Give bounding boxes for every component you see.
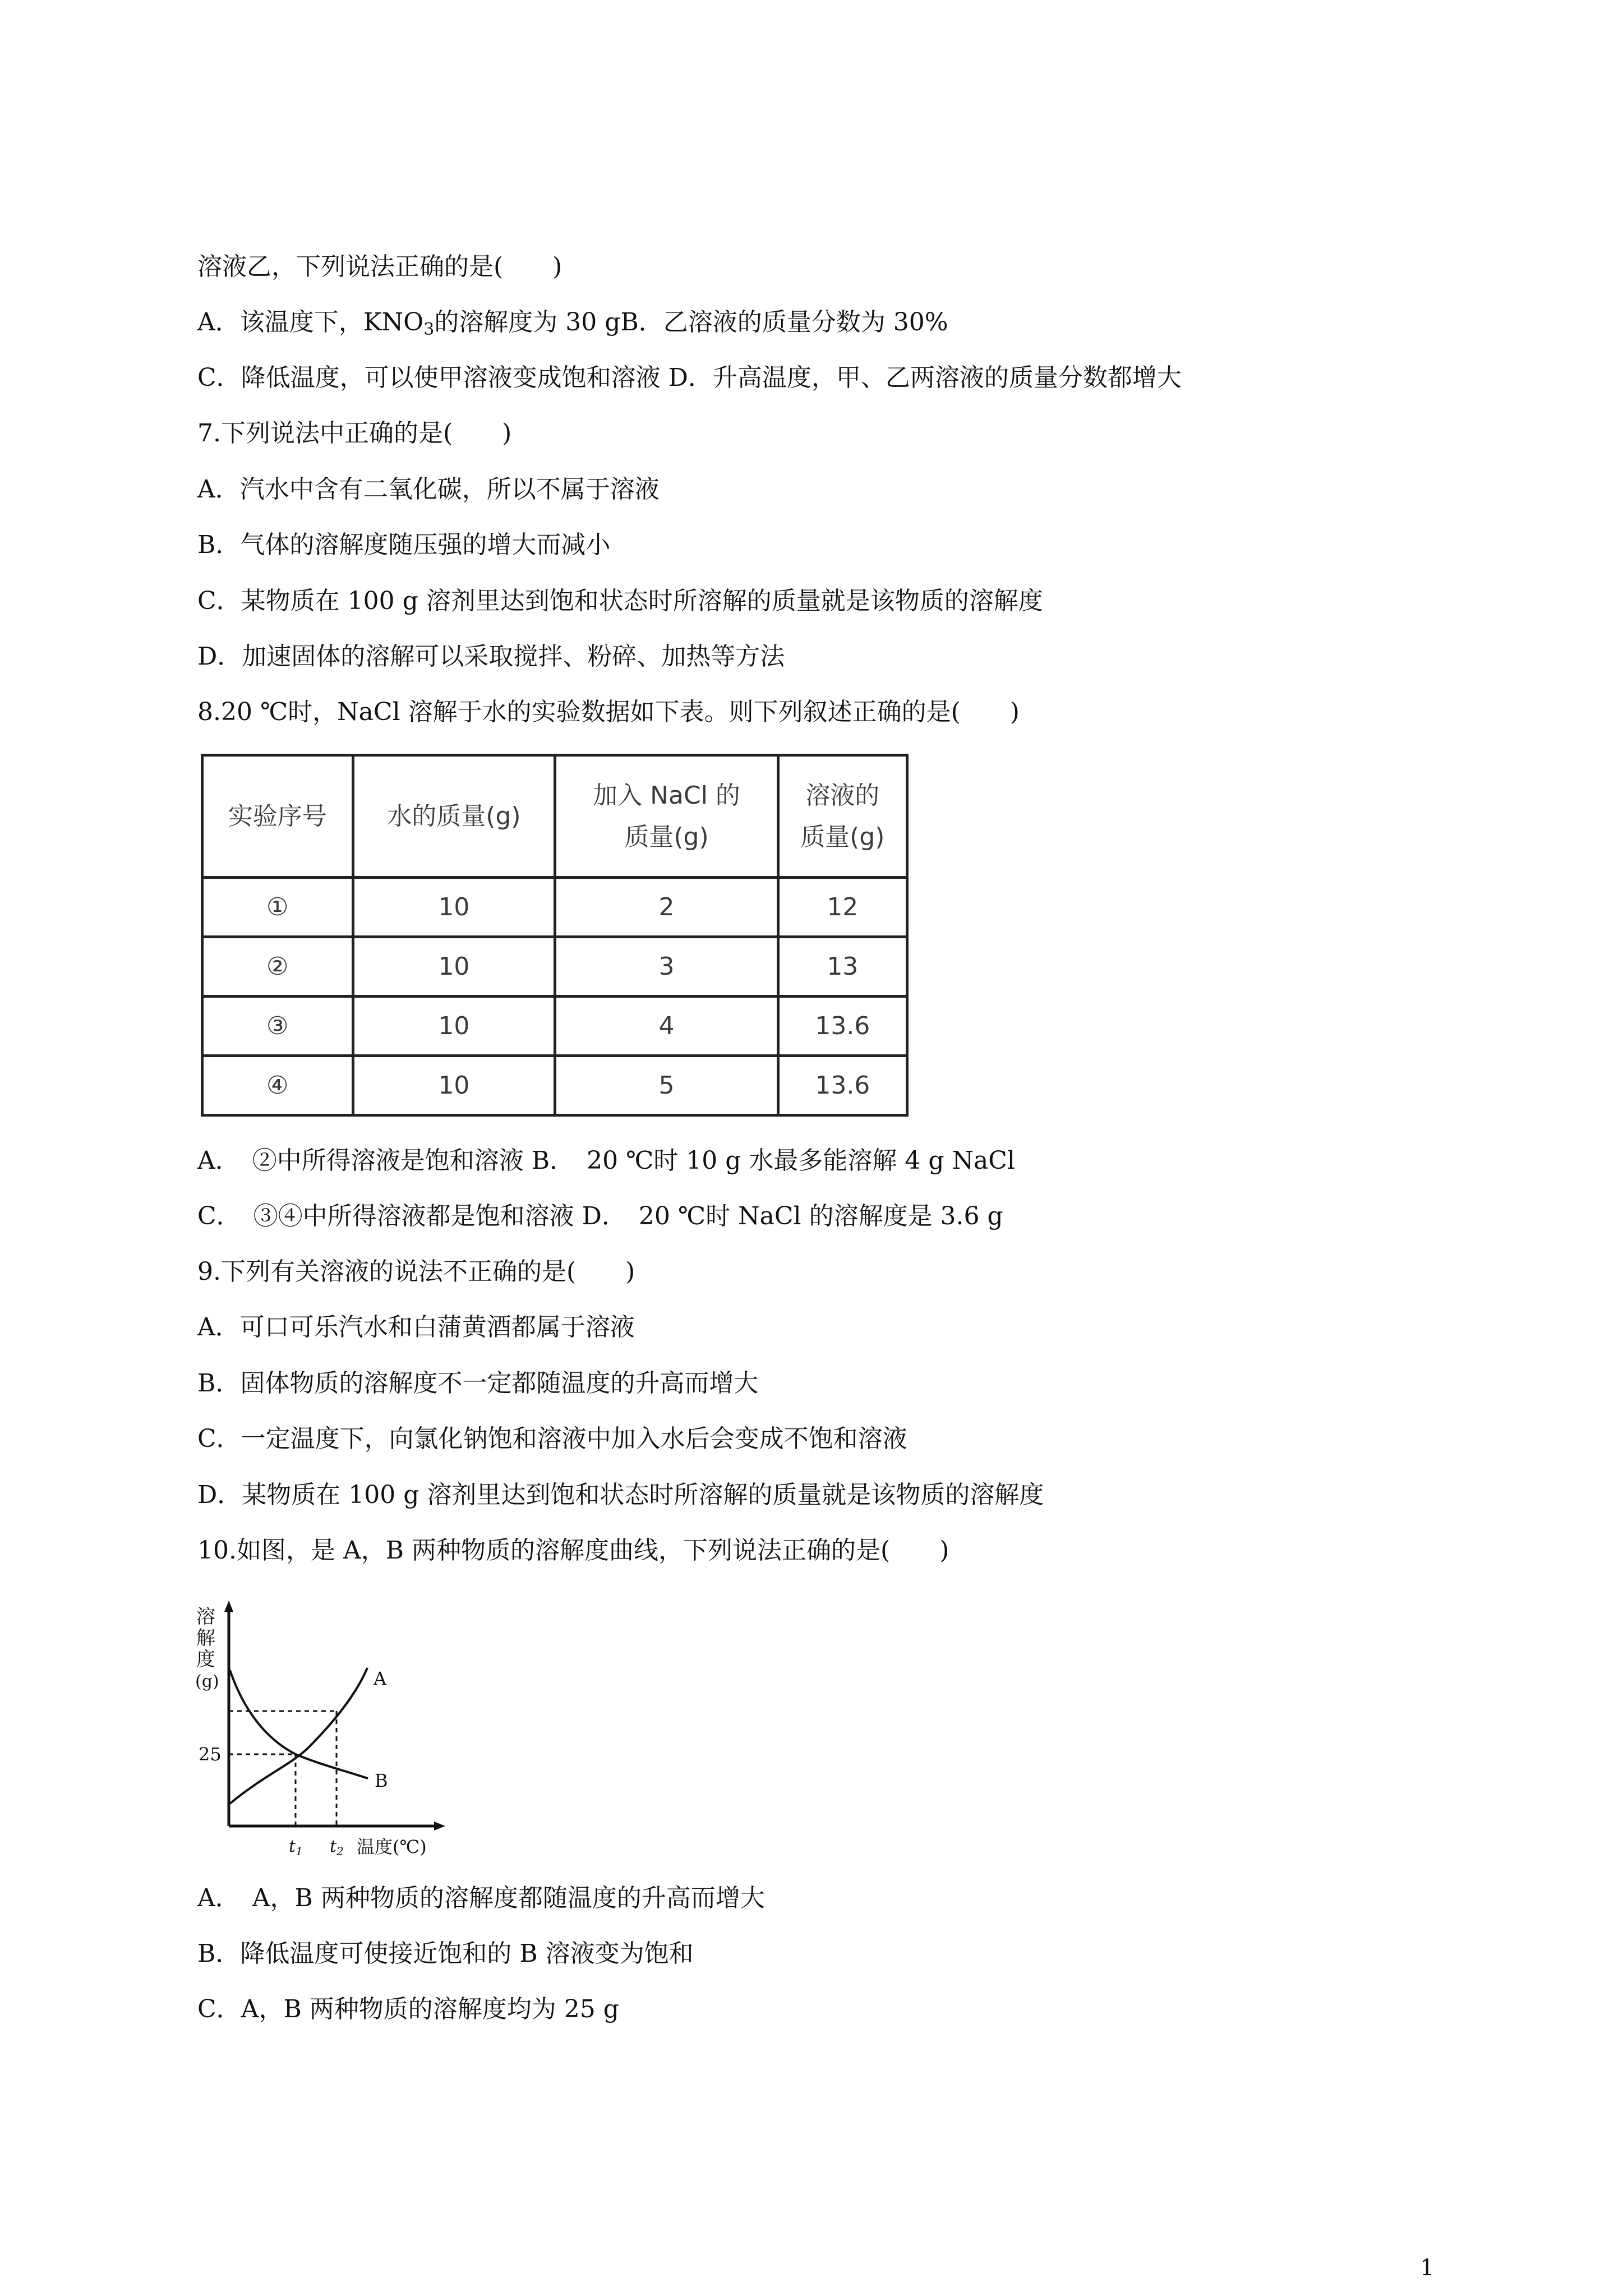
question-8: 8.20 ℃时，NaCl 溶解于水的实验数据如下表。则下列叙述正确的是( ) [197, 698, 1020, 726]
header-text: 加入 NaCl 的 [593, 781, 740, 810]
header-text: 实验序号 [228, 801, 327, 831]
q7-option-c: C．某物质在 100 g 溶剂里达到饱和状态时所溶解的质量就是该物质的溶解度 [197, 587, 1043, 615]
table-cell: 13 [778, 937, 907, 997]
x-axis-arrow-icon [434, 1822, 445, 1831]
table-cell: 5 [555, 1056, 778, 1115]
x-tick-t2 [330, 1837, 344, 1858]
q9-option-c: C．一定温度下，向氯化钠饱和溶液中加入水后会变成不饱和溶液 [197, 1424, 907, 1453]
header-cell [353, 755, 555, 878]
header-cell [202, 755, 353, 878]
table-cell: 13.6 [778, 997, 907, 1056]
header-text: 溶液的 [805, 781, 880, 810]
table-cell: 12 [778, 878, 907, 937]
q9-option-a: A．可口可乐汽水和白蒲黄酒都属于溶液 [197, 1313, 635, 1341]
y-axis-label-char: 解 [196, 1627, 215, 1649]
q7-option-b: B．气体的溶解度随压强的增大而减小 [197, 531, 611, 559]
q6-option-a-rest: 的溶解度为 30 gB．乙溶液的质量分数为 30% [434, 308, 948, 336]
y-axis-arrow-icon [224, 1601, 233, 1612]
x-tick-t1 [289, 1837, 303, 1858]
header-text: 质量(g) [624, 822, 709, 851]
question-10: 10.如图，是 A，B 两种物质的溶解度曲线，下列说法正确的是( ) [197, 1536, 949, 1565]
q10-option-a: A． A，B 两种物质的溶解度都随温度的升高而增大 [197, 1884, 765, 1912]
table-cell: 10 [353, 878, 555, 937]
q6-option-a-text: A．该温度下，KNO [197, 308, 424, 336]
y-axis-label-char: 度 [196, 1648, 215, 1671]
header-text: 质量(g) [800, 822, 885, 851]
table-cell: 4 [555, 997, 778, 1056]
x-tick-t2-sub: 2 [336, 1845, 344, 1858]
q7-option-a: A．汽水中含有二氧化碳，所以不属于溶液 [197, 475, 660, 504]
table-cell: 10 [353, 1056, 555, 1115]
table-cell: ④ [202, 1056, 353, 1115]
table-cell: ③ [202, 997, 353, 1056]
q7-option-d: D．加速固体的溶解可以采取搅拌、粉碎、加热等方法 [197, 642, 785, 671]
page-number: 1 [1420, 2255, 1435, 2281]
x-tick-t1-sub: 1 [296, 1845, 303, 1858]
y-tick-label-25: 25 [199, 1744, 222, 1765]
table-cell: 2 [555, 878, 778, 937]
q10-option-b: B．降低温度可使接近饱和的 B 溶液变为饱和 [197, 1939, 694, 1968]
header-text: 水的质量(g) [387, 801, 521, 831]
line-q6-options-ab [197, 306, 948, 347]
table-row [202, 997, 907, 1056]
table-cell: 13.6 [778, 1056, 907, 1115]
line-q6-stem: 溶液乙，下列说法正确的是( ) [197, 252, 562, 281]
y-axis-label-char: 溶 [196, 1606, 215, 1628]
table-cell: 10 [353, 937, 555, 997]
table-cell: 3 [555, 937, 778, 997]
nacl-data-table [201, 754, 909, 1117]
table-cell: ② [202, 937, 353, 997]
y-axis-label-unit: (g) [195, 1672, 219, 1691]
q10-option-c: C．A，B 两种物质的溶解度均为 25 g [197, 1995, 619, 2023]
q9-option-b: B．固体物质的溶解度不一定都随温度的升高而增大 [197, 1369, 759, 1398]
question-9: 9.下列有关溶液的说法不正确的是( ) [197, 1257, 635, 1286]
question-7: 7.下列说法中正确的是( ) [197, 419, 512, 448]
line-q6-options-cd: C．降低温度，可以使甲溶液变成饱和溶液 D．升高温度，甲、乙两溶液的质量分数都增大 [197, 363, 1182, 392]
header-cell [555, 755, 778, 878]
table-row [202, 878, 907, 937]
curve-a [230, 1668, 367, 1804]
x-axis-label: 温度(℃) [357, 1836, 427, 1857]
q9-option-d: D．某物质在 100 g 溶剂里达到饱和状态时所溶解的质量就是该物质的溶解度 [197, 1481, 1044, 1509]
table-row [202, 937, 907, 997]
table-cell: ① [202, 878, 353, 937]
table-row [202, 1056, 907, 1115]
curve-a-label: A [374, 1668, 387, 1689]
q8-options-ab: A． ②中所得溶液是饱和溶液 B． 20 ℃时 10 g 水最多能溶解 4 g NaCl [197, 1146, 1015, 1175]
table-header-row [202, 755, 907, 878]
x-tick-t1-letter: t [289, 1837, 296, 1856]
header-cell [778, 755, 907, 878]
q8-options-cd: C． ③④中所得溶液都是饱和溶液 D． 20 ℃时 NaCl 的溶解度是 3.6 g [197, 1202, 1003, 1230]
subscript-3: 3 [423, 320, 435, 339]
x-tick-t2-letter: t [330, 1837, 337, 1856]
curve-b [230, 1670, 368, 1778]
table-cell: 10 [353, 997, 555, 1056]
curve-b-label: B [375, 1770, 388, 1791]
solubility-curve-figure [185, 1596, 454, 1865]
